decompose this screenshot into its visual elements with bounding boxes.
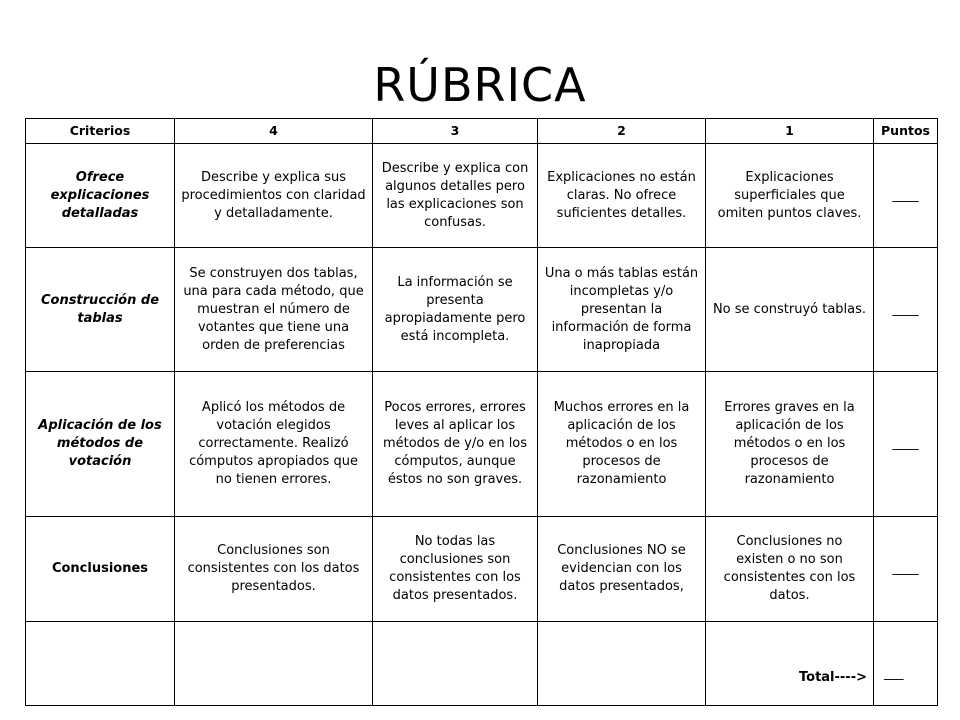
- criterion-cell: Aplicación de los métodos de votación: [26, 372, 175, 517]
- empty-cell: [26, 622, 175, 706]
- level-4-cell: Se construyen dos tablas, una para cada método, que muestran el número de votantes que tiene una orden de preferencias: [175, 248, 373, 372]
- total-label: Total---->: [706, 622, 874, 706]
- criterion-cell: Conclusiones: [26, 517, 175, 622]
- level-3-cell: Describe y explica con algunos detalles pero las explicaciones son confusas.: [373, 144, 538, 248]
- points-cell[interactable]: ____: [874, 517, 938, 622]
- level-1-cell: Explicaciones superficiales que omiten puntos claves.: [706, 144, 874, 248]
- level-2-cell: Una o más tablas están incompletas y/o presentan la información de forma inapropiada: [538, 248, 706, 372]
- rubric-table: [25, 118, 938, 706]
- level-2-cell: Conclusiones NO se evidencian con los datos presentados,: [538, 517, 706, 622]
- header-puntos: Puntos: [874, 119, 938, 144]
- criterion-cell: Construcción de tablas: [26, 248, 175, 372]
- level-4-cell: Aplicó los métodos de votación elegidos correctamente. Realizó cómputos apropiados que no tienen errores.: [175, 372, 373, 517]
- level-3-cell: No todas las conclusiones son consistentes con los datos presentados.: [373, 517, 538, 622]
- level-2-cell: Explicaciones no están claras. No ofrece suficientes detalles.: [538, 144, 706, 248]
- page-title: RÚBRICA: [373, 58, 587, 112]
- level-1-cell: No se construyó tablas.: [706, 248, 874, 372]
- points-cell[interactable]: ____: [874, 372, 938, 517]
- total-row: [26, 622, 938, 706]
- empty-cell: [538, 622, 706, 706]
- criterion-cell: Ofrece explicaciones detalladas: [26, 144, 175, 248]
- level-4-cell: Describe y explica sus procedimientos con claridad y detalladamente.: [175, 144, 373, 248]
- level-2-cell: Muchos errores en la aplicación de los métodos o en los procesos de razonamiento: [538, 372, 706, 517]
- level-3-cell: La información se presenta apropiadamente pero está incompleta.: [373, 248, 538, 372]
- points-cell[interactable]: ____: [874, 248, 938, 372]
- empty-cell: [373, 622, 538, 706]
- level-1-cell: Errores graves en la aplicación de los métodos o en los procesos de razonamiento: [706, 372, 874, 517]
- level-1-cell: Conclusiones no existen o no son consistentes con los datos.: [706, 517, 874, 622]
- header-level-1: 1: [706, 119, 874, 144]
- header-level-2: 2: [538, 119, 706, 144]
- total-value[interactable]: ___: [874, 622, 938, 706]
- header-level-4: 4: [175, 119, 373, 144]
- table-row: [26, 144, 938, 248]
- level-4-cell: Conclusiones son consistentes con los datos presentados.: [175, 517, 373, 622]
- header-level-3: 3: [373, 119, 538, 144]
- header-criterios: Criterios: [26, 119, 175, 144]
- table-row: [26, 517, 938, 622]
- points-cell[interactable]: ____: [874, 144, 938, 248]
- level-3-cell: Pocos errores, errores leves al aplicar los métodos de y/o en los cómputos, aunque éstos no son graves.: [373, 372, 538, 517]
- table-row: [26, 372, 938, 517]
- header-row: [26, 119, 938, 144]
- empty-cell: [175, 622, 373, 706]
- table-row: [26, 248, 938, 372]
